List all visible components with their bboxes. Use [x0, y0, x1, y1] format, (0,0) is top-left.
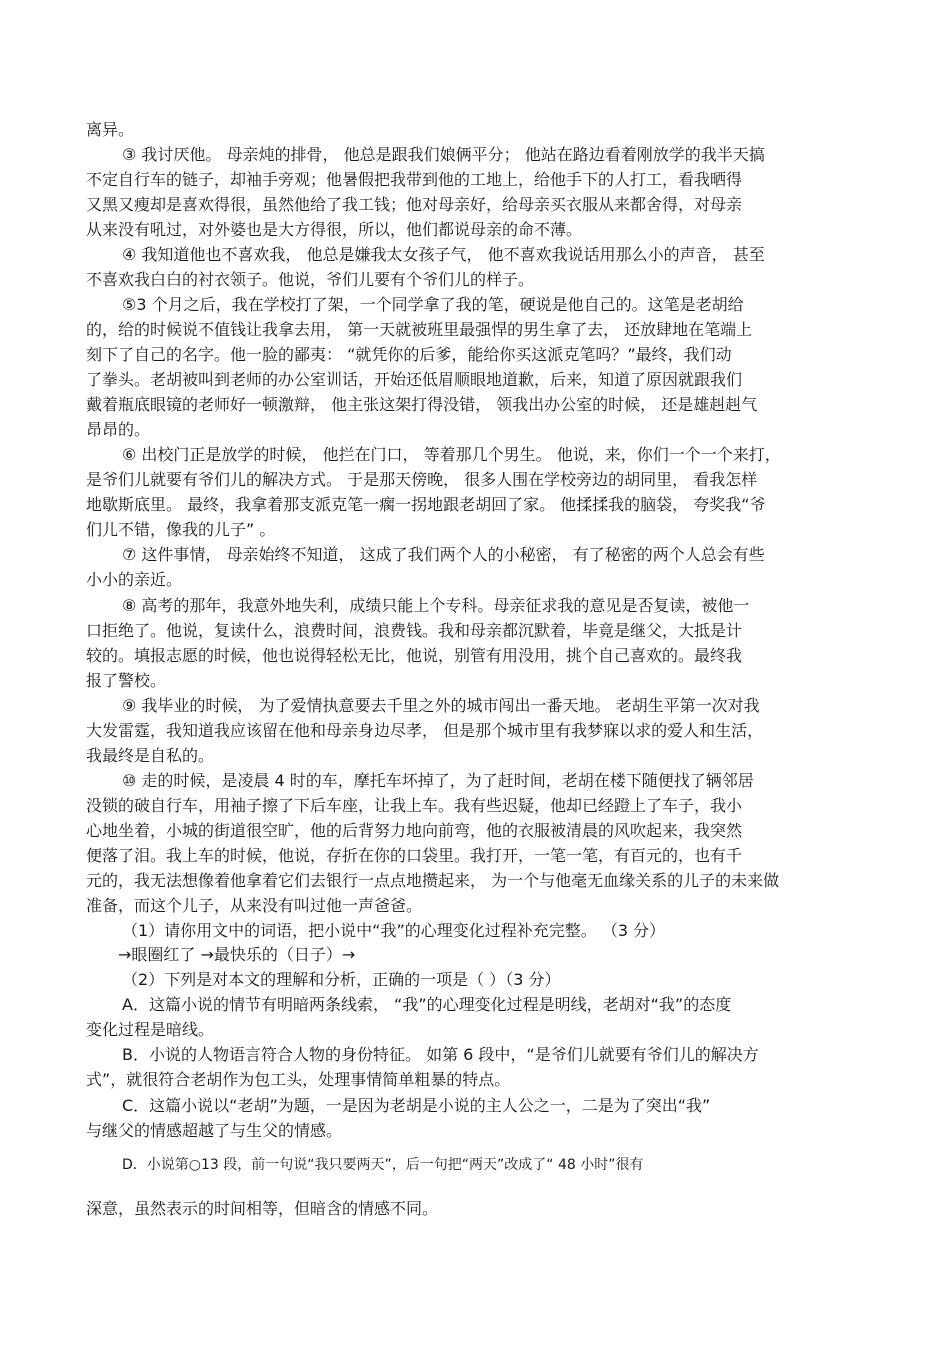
- text-line: 刻下了自己的名字。他一脸的鄙夷： “就凭你的后爹，能给你买这派克笔吗？”最终，我们动: [86, 345, 732, 364]
- text-line: 口拒绝了。他说，复读什么，浪费时间，浪费钱。我和母亲都沉默着，毕竟是继父，大抵是计: [86, 621, 743, 640]
- text-line: 较的。填报志愿的时候，他也说得轻松无比，他说，别管有用没用，挑个自己喜欢的。最终我: [86, 646, 743, 665]
- text-line: 昂昂的。: [86, 420, 151, 439]
- question-1-answer-line: →眼圈红了 →最快乐的（日子）→: [118, 945, 356, 964]
- paragraph-8-line: ⑧ 高考的那年，我意外地失利，成绩只能上个专科。母亲征求我的意见是否复读，被他一: [122, 596, 750, 615]
- text-line: 与继父的情感超越了与生父的情感。: [86, 1121, 343, 1140]
- text-line: 小小的亲近。: [86, 570, 183, 589]
- text-line: 不定自行车的链子，却袖手旁观；他暑假把我带到他的工地上，给他手下的人打工，看我晒得: [86, 170, 743, 189]
- text-line: 心地坐着，小城的街道很空旷，他的后背努力地向前弯，他的衣服被清晨的风吹起来，我突然: [86, 821, 743, 840]
- question-1: （1）请你用文中的词语，把小说中“我”的心理变化过程补充完整。 （3 分）: [122, 921, 666, 940]
- text-line: 又黑又瘦却是喜欢得很，虽然他给了我工钱；他对母亲好，给母亲买衣服从来都舍得，对母亲: [86, 195, 743, 214]
- text-line: 地歇斯底里。 最终，我拿着那支派克笔一瘸一拐地跟老胡回了家。 他揉揉我的脑袋， 夸奖我“爷: [86, 495, 766, 514]
- text-line: 我最终是自私的。: [86, 746, 215, 765]
- paragraph-7-line: ⑦ 这件事情， 母亲始终不知道， 这成了我们两个人的小秘密， 有了秘密的两个人总会有些: [122, 545, 765, 564]
- text-line: 不喜欢我白白的衬衣领子。他说，爷们儿要有个爷们儿的样子。: [86, 270, 535, 289]
- question-2: （2）下列是对本文的理解和分析，正确的一项是（ ）（3 分）: [122, 970, 561, 989]
- text-line: 了拳头。老胡被叫到老师的办公室训话，开始还低眉顺眼地道歉，后来，知道了原因就跟我们: [86, 370, 743, 389]
- option-d: D．小说第○13 段，前一句说“我只要两天”，后一句把“两天”改成了“ 48 小时”很有: [122, 1157, 644, 1173]
- text-line: 便落了泪。我上车的时候，他说，存折在你的口袋里。我打开，一笔一笔，有百元的，也有千: [86, 846, 743, 865]
- paragraph-10-line: ⑩ 走的时候，是凌晨 4 时的车，摩托车坏掉了，为了赶时间，老胡在楼下随便找了辆邻居: [122, 771, 754, 790]
- option-a: A．这篇小说的情节有明暗两条线索， “我”的心理变化过程是明线，老胡对“我”的态度: [122, 995, 732, 1014]
- text-line: 变化过程是暗线。: [86, 1020, 215, 1039]
- paragraph-3-line: ③ 我讨厌他。 母亲炖的排骨， 他总是跟我们娘俩平分； 他站在路边看着刚放学的我半天搞: [122, 145, 765, 164]
- text-line: 深意，虽然表示的时间相等，但暗含的情感不同。: [86, 1199, 439, 1218]
- text-line: 从来没有吼过，对外婆也是大方得很，所以，他们都说母亲的命不薄。: [86, 220, 583, 239]
- text-line: 报了警校。: [86, 671, 167, 690]
- text-line: 是爷们儿就要有爷们儿的解决方式。 于是那天傍晚， 很多人围在学校旁边的胡同里， 看我怎样: [86, 470, 758, 489]
- paragraph-5-line: ⑤3 个月之后，我在学校打了架，一个同学拿了我的笔，硬说是他自己的。这笔是老胡给: [122, 295, 744, 314]
- text-line: 们儿不错，像我的儿子” 。: [86, 520, 276, 539]
- option-c: C．这篇小说以“老胡”为题，一是因为老胡是小说的主人公之一，二是为了突出“我”: [122, 1096, 711, 1115]
- text-line: 元的，我无法想像着他拿着它们去银行一点点地攒起来， 为一个与他毫无血缘关系的儿子的未来做: [86, 871, 780, 890]
- text-line: 没锁的破自行车，用袖子擦了下后车座，让我上车。我有些迟疑，他却已经蹬上了车子，我小: [86, 796, 743, 815]
- option-b: B．小说的人物语言符合人物的身份特征。 如第 6 段中，“是爷们儿就要有爷们儿的解决方: [122, 1045, 759, 1064]
- text-line: 式”，就很符合老胡作为包工头，处理事情简单粗暴的特点。: [86, 1070, 511, 1089]
- text-line: 离异。: [86, 120, 135, 139]
- text-line: 大发雷霆，我知道我应该留在他和母亲身边尽孝， 但是那个城市里有我梦寐以求的爱人和生活，: [86, 721, 764, 740]
- text-line: 戴着瓶底眼镜的老师好一顿激辩， 他主张这架打得没错， 领我出办公室的时候， 还是雄赳赳气: [86, 395, 758, 414]
- text-line: 准备，而这个儿子，从来没有叫过他一声爸爸。: [86, 896, 423, 915]
- paragraph-4-line: ④ 我知道他也不喜欢我， 他总是嫌我太女孩子气， 他不喜欢我说话用那么小的声音， 甚至: [122, 245, 765, 264]
- text-line: 的，给的时候说不值钱让我拿去用， 第一天就被班里最强悍的男生拿了去， 还放肆地在笔端上: [86, 320, 753, 339]
- paragraph-9-line: ⑨ 我毕业的时候， 为了爱情执意要去千里之外的城市闯出一番天地。 老胡生平第一次对我: [122, 696, 760, 715]
- paragraph-6-line: ⑥ 出校门正是放学的时候， 他拦在门口， 等着那几个男生。 他说，来，你们一个一个来打，: [122, 445, 781, 464]
